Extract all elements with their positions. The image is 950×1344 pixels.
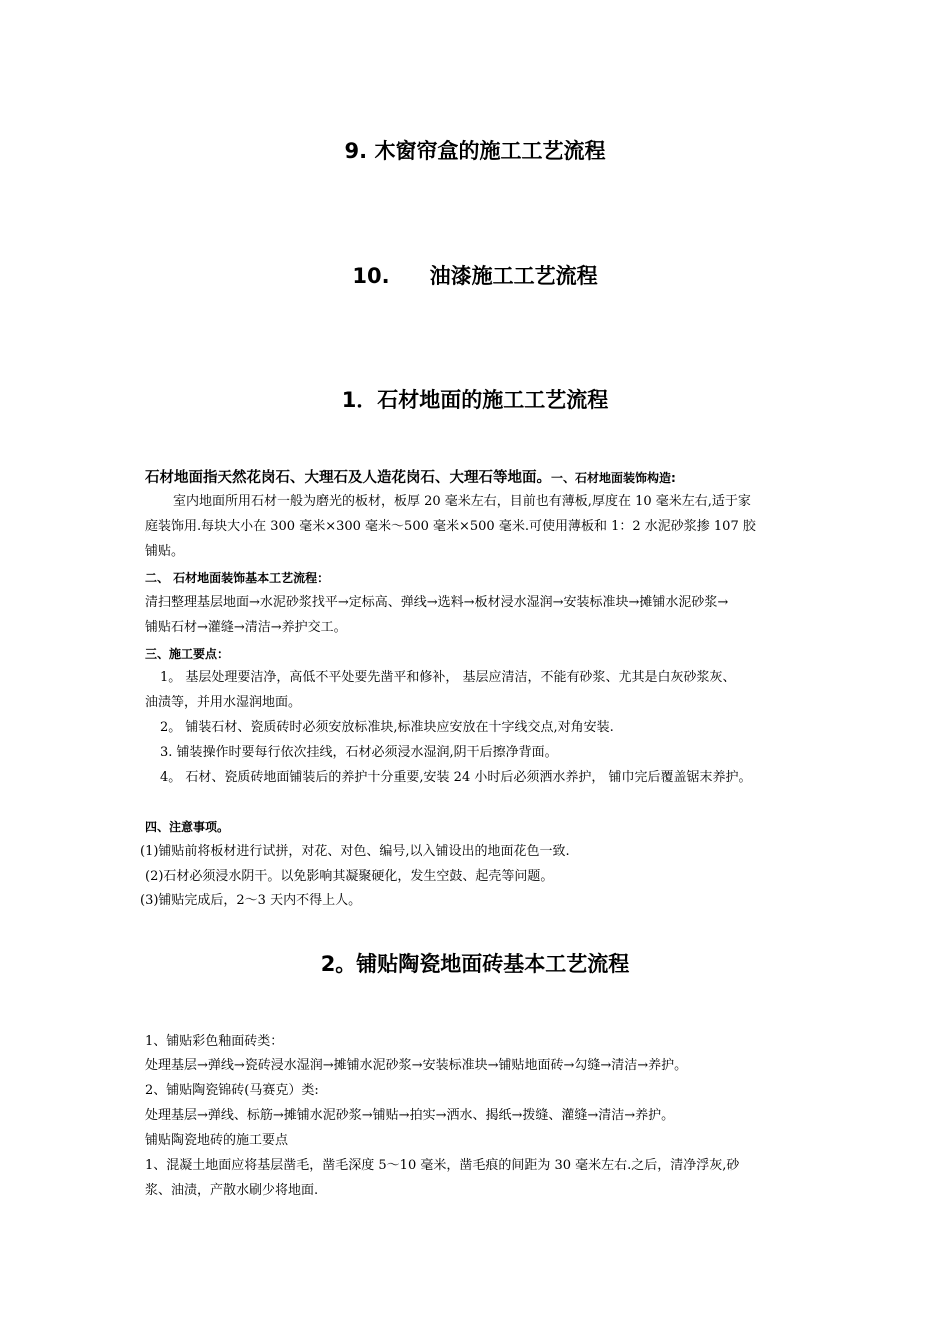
heading-2: 2。铺贴陶瓷地面砖基本工艺流程 [320, 952, 630, 976]
heading-1: 1．石材地面的施工工艺流程 [341, 388, 609, 412]
section-2-title: 二、 石材地面装饰基本工艺流程： [145, 571, 330, 585]
paragraph-line: 室内地面所用石材一般为磨光的板材，板厚 20 毫米左右，目前也有薄板,厚度在 10 毫米左右,适于家 [173, 494, 751, 509]
heading-10-number: 10. [352, 264, 390, 288]
ceramic-point-1: 1、混凝土地面应将基层凿毛，凿毛深度 5～10 毫米，凿毛痕的间距为 30 毫米左右.之后，清净浮灰,砂 [145, 1158, 740, 1173]
point-1-continued: 油渍等，并用水湿润地面。 [145, 695, 302, 710]
note-2: (2)石材必须浸水阴干。以免影响其凝聚硬化，发生空鼓、起壳等问题。 [145, 869, 554, 884]
point-4: 4。 石材、瓷质砖地面铺装后的养护十分重要,安装 24 小时后必须洒水养护， 铺巾完后覆盖锯末养护。 [160, 770, 752, 785]
paragraph-line: 庭装饰用.每块大小在 300 毫米×300 毫米～500 毫米×500 毫米.可使用薄板和 1：2 水泥砂浆掺 107 胶 [145, 519, 756, 534]
stone-intro [145, 469, 676, 488]
section-1-title: 一、石材地面装饰构造: [551, 471, 676, 485]
ceramic-item-2: 2、铺贴陶瓷锦砖(马赛克）类: [145, 1083, 319, 1098]
point-1: 1。 基层处理要洁净，高低不平处要先凿平和修补， 基层应清洁，不能有砂浆、尤其是白灰砂浆灰、 [160, 670, 736, 685]
section-4-title: 四、注意事项。 [145, 820, 230, 834]
heading-10 [0, 260, 950, 290]
ceramic-item-1: 1、铺贴彩色釉面砖类： [145, 1034, 284, 1049]
note-1: (1)铺贴前将板材进行试拼，对花、对色、编号,以入铺设出的地面花色一致. [140, 844, 570, 859]
flow-line: 铺贴石材→灌缝→清洁→养护交工。 [145, 620, 347, 635]
heading-9: 9. 木窗帘盒的施工工艺流程 [344, 139, 606, 163]
point-3: 3. 铺装操作时要每行依次挂线，石材必须浸水湿润,阴干后擦净背面。 [160, 745, 558, 760]
ceramic-points-title: 铺贴陶瓷地砖的施工要点 [145, 1133, 289, 1148]
ceramic-point-1-continued: 浆、油渍，产散水刷少将地面. [145, 1183, 319, 1198]
ceramic-flow-2: 处理基层→弹线、标筋→摊铺水泥砂浆→铺贴→拍实→洒水、揭纸→拨缝、灌缝→清洁→养护。 [145, 1108, 675, 1123]
heading-10-text: 油漆施工工艺流程 [429, 264, 598, 288]
paragraph-line: 铺贴。 [145, 544, 185, 559]
ceramic-flow-1: 处理基层→弹线→瓷砖浸水湿润→摊铺水泥砂浆→安装标准块→铺贴地面砖→勾缝→清洁→养护。 [145, 1058, 688, 1073]
note-3: (3)铺贴完成后，2～3 天内不得上人。 [140, 893, 362, 908]
flow-line: 清扫整理基层地面→水泥砂浆找平→定标高、弹线→选料→板材浸水湿润→安装标准块→摊铺水泥砂浆→ [145, 595, 729, 610]
point-2: 2。 铺装石材、瓷质砖时必须安放标准块,标准块应安放在十字线交点,对角安装. [160, 720, 614, 735]
section-3-title: 三、施工要点： [145, 647, 230, 661]
stone-intro-bold: 石材地面指天然花岗石、大理石及人造花岗石、大理石等地面。 [145, 470, 551, 486]
